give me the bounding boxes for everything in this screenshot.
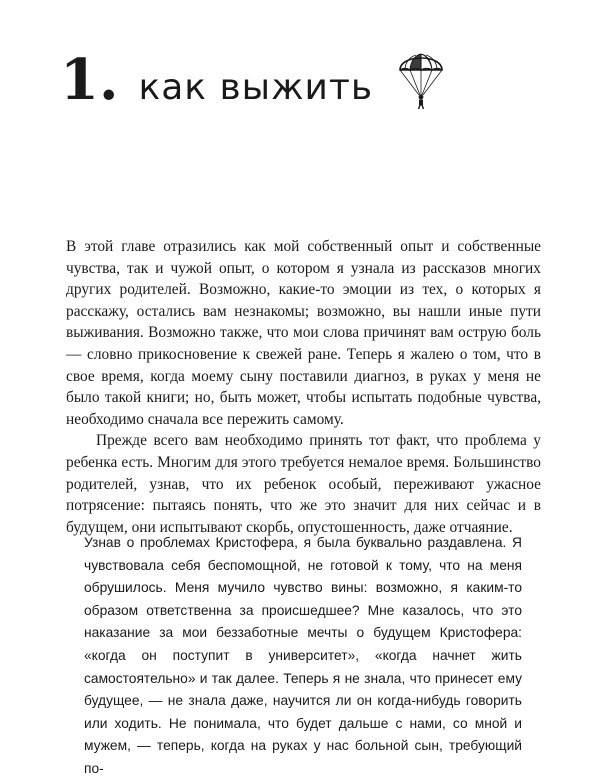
body-paragraph: Прежде всего вам необходимо принять тот факт, что проблема у ребенка есть. Многим для этого требуется немалое время. Большинство родителей, узнав, что их ребенок особый, переживают ужасное потрясение: пытаясь понять, что же это значит для них сейчас и в будущем, они испытывают скорбь, опустошенность, даже отчаяние. [66,432,541,536]
quote-paragraph: Узнав о проблемах Кристофера, я была буквально раздавлена. Я чувствовала себя беспомощной, не готовой к тому, что на меня обрушилось. Меня мучило чувство вины: возможно, я каким-то образом ответственна за происшедшее? Мне казалось, что это наказание за мои беззаботные мечты о будущем Кристофера: «когда он поступит в университет», «когда начнет жить самостоятельно» и так далее. Теперь я не знала, что принесет ему будущее, — не знала даже, научится ли он когда-нибудь говорить или ходить. Не понимала, что будет дальше с нами, со мной и мужем, — теперь, когда на руках у нас больной сын, требующий по- [84,535,522,776]
chapter-title: как выжить [138,67,374,108]
parent-quote [84,532,522,781]
body-paragraph: В этой главе отразились как мой собственный опыт и собственные чувства, так и чужой опыт, о котором я узнала из рассказов многих других родителей. Возможно, какие-то эмоции из тех, о которых я расскажу, остались вам незнакомы; возможно, вы нашли иные пути выживания. Возможно также, что мои слова причинят вам острую боль — словно прикосновение к свежей ране. Теперь я жалею о том, что в свое время, когда моему сыну поставили диагноз, в руках у меня не было такой книги; но, быть может, чтобы испытать подобные чувства, необходимо сначала все пережить самому. [66,238,541,428]
parachute-icon [396,46,446,110]
chapter-heading [60,47,374,113]
chapter-number: 1. [60,47,119,113]
chapter-body [66,236,541,538]
